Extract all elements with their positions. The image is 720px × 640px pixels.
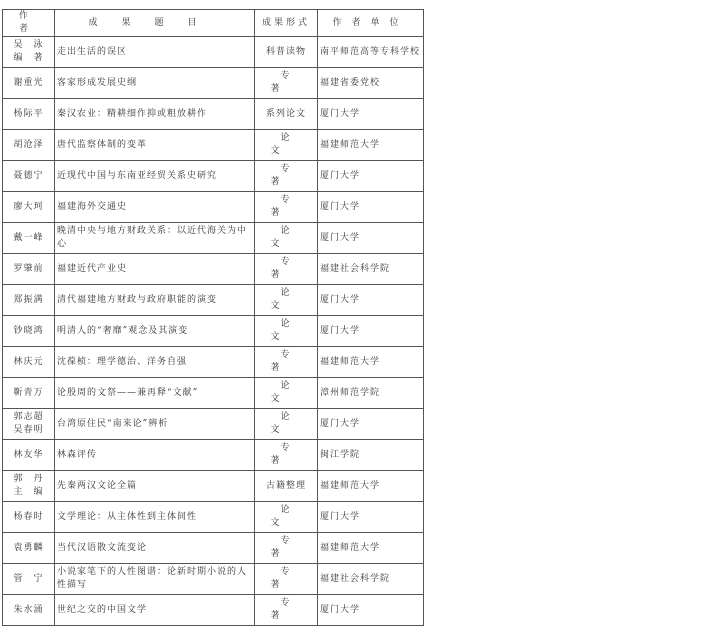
author-cell	[3, 316, 55, 347]
unit-cell: 厦门大学	[318, 223, 424, 254]
author-cell	[3, 285, 55, 316]
form-cell: 古籍整理	[255, 471, 318, 502]
author-cell	[3, 409, 55, 440]
author-cell	[3, 37, 55, 68]
form-cell: 专著	[255, 440, 318, 471]
table-row	[3, 440, 424, 471]
unit-cell: 漳州师范学院	[318, 378, 424, 409]
unit-cell: 福建师范大学	[318, 347, 424, 378]
author-line: 靳青万	[13, 387, 44, 398]
unit-cell: 厦门大学	[318, 502, 424, 533]
table-row	[3, 99, 424, 130]
author-cell	[3, 595, 55, 626]
title-cell: 福建海外交通史	[55, 192, 255, 223]
author-cell	[3, 68, 55, 99]
author-cell	[3, 99, 55, 130]
unit-cell: 福建社会科学院	[318, 564, 424, 595]
author-line: 谢重光	[13, 77, 44, 88]
form-cell: 论文	[255, 378, 318, 409]
table-row	[3, 533, 424, 564]
author-line: 主 编	[13, 487, 44, 497]
unit-cell: 福建师范大学	[318, 533, 424, 564]
author-cell	[3, 471, 55, 502]
author-line: 郭志超	[13, 412, 44, 422]
author-line: 钞晓鸿	[13, 325, 44, 336]
author-cell	[3, 502, 55, 533]
author-cell	[3, 533, 55, 564]
title-cell: 近现代中国与东南亚经贸关系史研究	[55, 161, 255, 192]
author-line: 廖大珂	[13, 201, 44, 212]
table-row	[3, 471, 424, 502]
table-row	[3, 223, 424, 254]
header-unit: 作者单位	[318, 10, 424, 37]
author-cell	[3, 564, 55, 595]
table-row	[3, 502, 424, 533]
table-row	[3, 564, 424, 595]
header-row	[3, 10, 424, 37]
table-row	[3, 192, 424, 223]
author-cell	[3, 192, 55, 223]
author-line: 郭 丹	[13, 474, 44, 484]
unit-cell: 厦门大学	[318, 192, 424, 223]
form-cell: 科普读物	[255, 37, 318, 68]
form-cell: 论文	[255, 502, 318, 533]
title-cell: 台湾原住民“南来论”辨析	[55, 409, 255, 440]
header-author: 作 者	[3, 10, 55, 37]
author-line: 吴 泳	[13, 40, 44, 50]
title-cell: 先秦两汉文论全篇	[55, 471, 255, 502]
table-row	[3, 595, 424, 626]
title-cell: 走出生活的误区	[55, 37, 255, 68]
author-cell	[3, 378, 55, 409]
form-cell: 论文	[255, 316, 318, 347]
form-cell: 专著	[255, 254, 318, 285]
unit-cell: 福建社会科学院	[318, 254, 424, 285]
unit-cell: 闽江学院	[318, 440, 424, 471]
unit-cell: 厦门大学	[318, 99, 424, 130]
table-header	[3, 10, 424, 37]
table-row	[3, 130, 424, 161]
header-title: 成果题目	[55, 10, 255, 37]
table-body	[3, 37, 424, 626]
table-row	[3, 37, 424, 68]
form-cell: 论文	[255, 285, 318, 316]
table-row	[3, 316, 424, 347]
author-line: 朱水涌	[13, 604, 44, 615]
author-line: 管 宁	[13, 573, 44, 584]
title-cell: 秦汉农业：精耕细作抑或粗放耕作	[55, 99, 255, 130]
unit-cell: 厦门大学	[318, 595, 424, 626]
unit-cell: 福建省委党校	[318, 68, 424, 99]
author-cell	[3, 223, 55, 254]
author-line: 聂德宁	[13, 170, 44, 181]
author-cell	[3, 130, 55, 161]
author-line: 吴春明	[13, 425, 44, 435]
author-cell	[3, 440, 55, 471]
unit-cell: 厦门大学	[318, 161, 424, 192]
table-row	[3, 285, 424, 316]
results-table	[2, 9, 424, 626]
author-line: 杨春时	[13, 511, 44, 522]
author-line: 胡沧泽	[13, 139, 44, 150]
title-cell: 清代福建地方财政与政府职能的演变	[55, 285, 255, 316]
author-cell	[3, 347, 55, 378]
title-cell: 客家形成发展史纲	[55, 68, 255, 99]
unit-cell: 厦门大学	[318, 285, 424, 316]
title-cell: 文学理论：从主体性到主体间性	[55, 502, 255, 533]
title-cell: 世纪之交的中国文学	[55, 595, 255, 626]
form-cell: 专著	[255, 347, 318, 378]
form-cell: 论文	[255, 223, 318, 254]
title-cell: 唐代监察体制的变革	[55, 130, 255, 161]
unit-cell: 福建师范大学	[318, 130, 424, 161]
unit-cell: 福建师范大学	[318, 471, 424, 502]
title-cell: 论殷周的文祭——兼再释“文献”	[55, 378, 255, 409]
title-cell: 明清人的“奢靡”观念及其演变	[55, 316, 255, 347]
table-row	[3, 68, 424, 99]
author-line: 林友华	[13, 449, 44, 460]
author-cell	[3, 161, 55, 192]
table-row	[3, 409, 424, 440]
form-cell: 论文	[255, 130, 318, 161]
unit-cell: 南平师范高等专科学校	[318, 37, 424, 68]
table-row	[3, 161, 424, 192]
form-cell: 专著	[255, 192, 318, 223]
form-cell: 系列论文	[255, 99, 318, 130]
author-line: 林庆元	[13, 356, 44, 367]
author-line: 戴一峰	[13, 232, 44, 243]
table-row	[3, 378, 424, 409]
title-cell: 小说家笔下的人性图谱：论新时期小说的人性描写	[55, 564, 255, 595]
author-line: 郑振满	[13, 294, 44, 305]
unit-cell: 厦门大学	[318, 316, 424, 347]
title-cell: 沈葆桢：理学德治、洋务自强	[55, 347, 255, 378]
table-row	[3, 347, 424, 378]
header-form: 成果形式	[255, 10, 318, 37]
form-cell: 论文	[255, 409, 318, 440]
title-cell: 晚清中央与地方财政关系：以近代海关为中心	[55, 223, 255, 254]
unit-cell: 厦门大学	[318, 409, 424, 440]
form-cell: 专著	[255, 533, 318, 564]
form-cell: 专著	[255, 161, 318, 192]
author-line: 袁勇麟	[13, 542, 44, 553]
form-cell: 专著	[255, 68, 318, 99]
author-line: 杨际平	[13, 108, 44, 119]
form-cell: 专著	[255, 595, 318, 626]
author-line: 罗肇前	[13, 263, 44, 274]
title-cell: 福建近代产业史	[55, 254, 255, 285]
title-cell: 林森评传	[55, 440, 255, 471]
title-cell: 当代汉语散文流变论	[55, 533, 255, 564]
author-line: 编 著	[13, 53, 44, 63]
author-cell	[3, 254, 55, 285]
form-cell: 专著	[255, 564, 318, 595]
table-row	[3, 254, 424, 285]
